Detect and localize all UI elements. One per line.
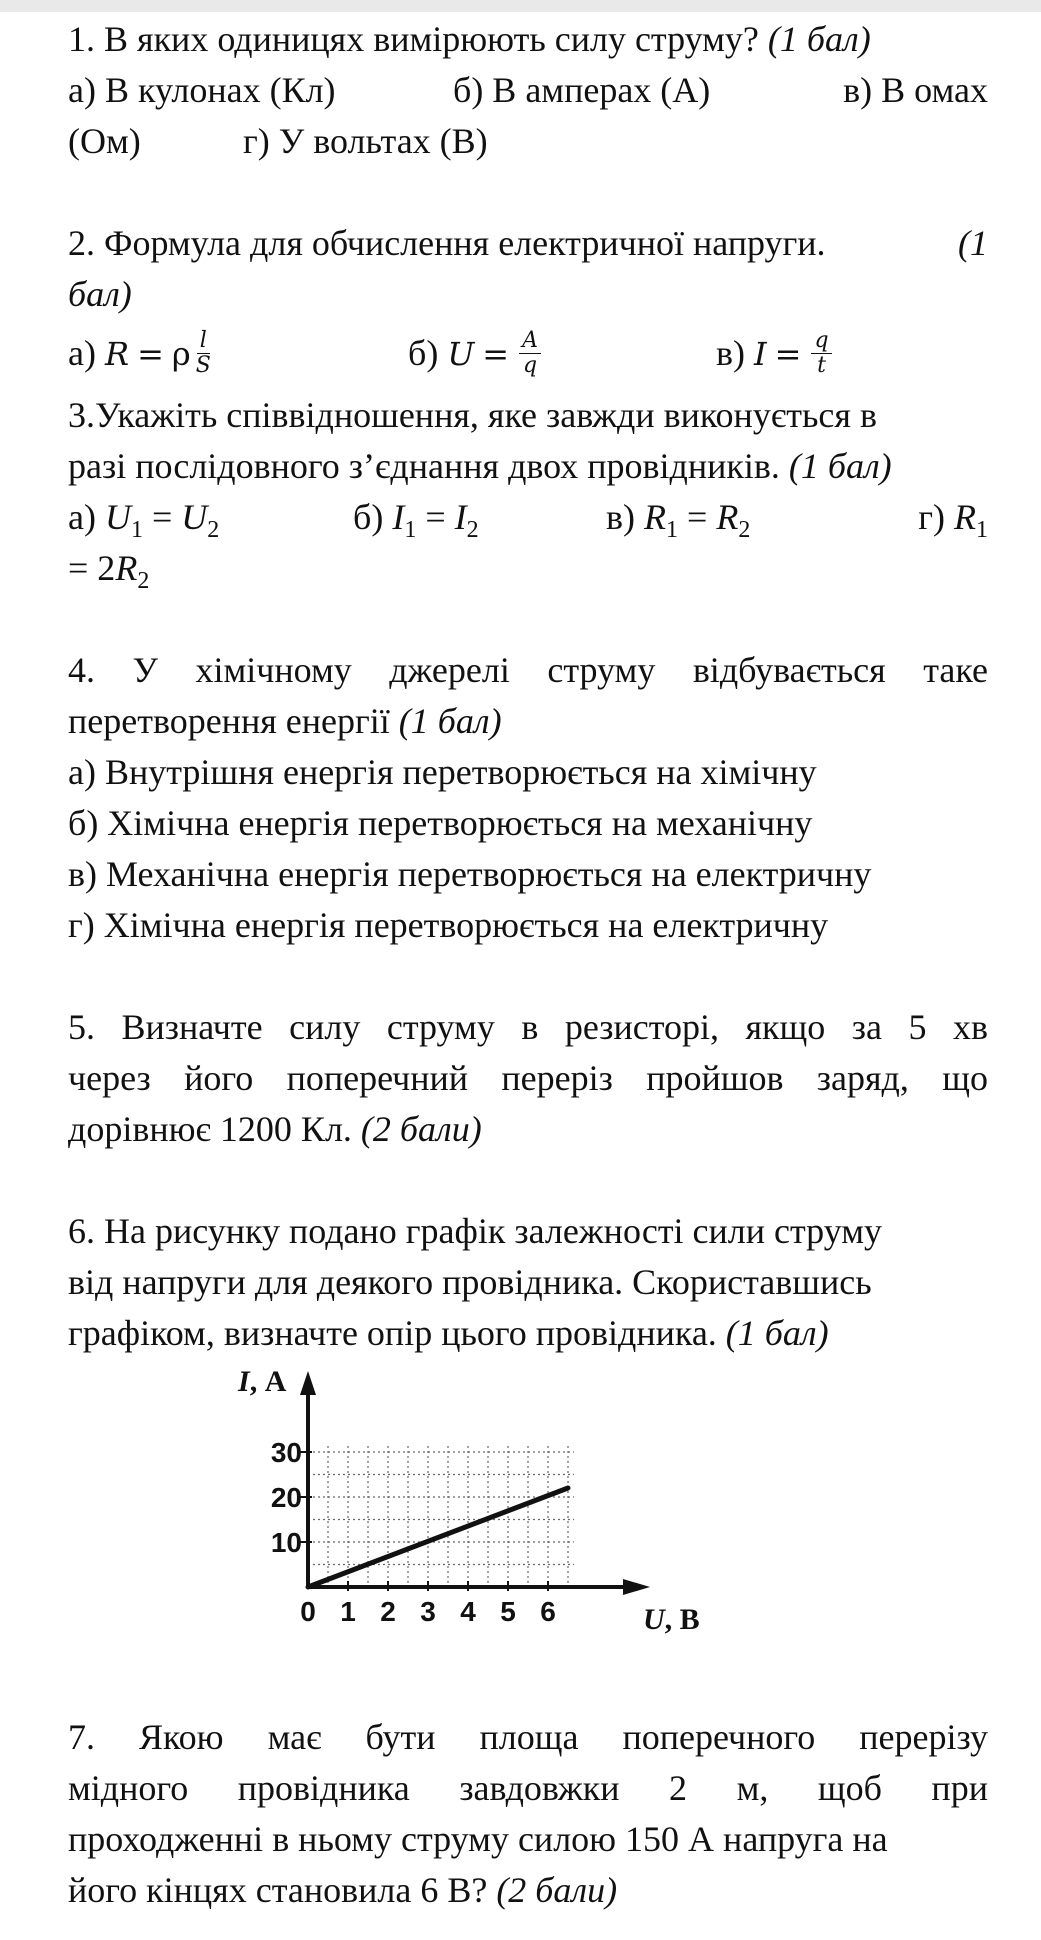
q2-b-den: q [522,352,538,378]
q5-word: хв [952,1007,988,1047]
q2-b-eq: = [482,335,510,374]
chart-grid [308,1446,574,1587]
q5-word: переріз [501,1058,613,1098]
chart-series [308,1488,568,1587]
q2-c-eq: = [774,335,802,374]
q7-word: 2 [669,1768,688,1808]
q5-question-line1 [68,1002,988,1053]
q2-a-den: S [195,352,211,378]
q7-word: бути [365,1717,436,1757]
q5-word: поперечний [286,1058,469,1098]
q7-word: провідника [237,1768,410,1808]
q7-word: має [267,1717,322,1757]
q7-question-line1 [68,1712,988,1763]
q4-option-d: г) Хімічна енергія перетворюється на електричну [68,905,829,945]
q2-b-label: б) [408,333,439,374]
q5-word: що [942,1058,988,1098]
q2-a-lhs: R [104,335,130,374]
q3-d-var2: R [115,548,138,588]
q5-word: пройшов [646,1058,784,1098]
current-voltage-chart [238,1365,788,1665]
q4-word: хімічному [195,650,352,690]
q2-a-rho: ρ [171,335,191,374]
q1-options-row1 [68,65,988,116]
q1-points: (1 бал) [767,19,871,59]
q3-a-eq: = [151,497,173,537]
q2-b-num: A [519,329,541,354]
q2-points-end: бал) [68,274,132,314]
q2-a-fraction [193,329,214,378]
q2-question [68,218,988,269]
q1-text: 1. В яких одиницях вимірюють силу струму? [68,19,759,59]
chart-y-label-var: I [238,1365,250,1398]
q3-points: (1 бал) [788,446,892,486]
q1-option-a: а) В кулонах (Кл) [68,70,336,110]
q3-a-label: а) [68,497,96,537]
q4-question-line1 [68,645,988,696]
q3-b-sub1: 1 [404,517,417,544]
q4-word: таке [923,650,988,690]
q7-word: 7. [68,1717,95,1757]
q5-question-line2 [68,1053,988,1104]
q1-question [68,14,988,65]
q4-option-c: в) Механічна енергія перетворюється на електричну [68,854,872,894]
q1-option-d: г) У вольтах (В) [243,121,488,161]
chart-x-label-unit: , В [664,1603,700,1636]
q5-word: якщо [745,1007,826,1047]
chart-y-label-unit: , А [249,1365,287,1398]
q4-word: струму [547,650,656,690]
q4-option-a: а) Внутрішня енергія перетворюється на хімічну [68,752,817,792]
q2-c-fraction [811,329,831,378]
q6-question-line1: 6. На рисунку подано графік залежності сили струму [68,1211,883,1251]
worksheet [68,14,988,1359]
q5-word: в [521,1007,539,1047]
y-axis-arrow [300,1371,316,1395]
y-tick-label: 10 [270,1527,302,1558]
q5-word: резисторі, [564,1007,719,1047]
q2-b-fraction [519,329,541,378]
q3-d-sub1: 1 [976,517,988,544]
q4-word: У [132,650,158,690]
q5-word: його [184,1058,254,1098]
q2-points-line [68,269,988,320]
q5-word: 5. [68,1007,95,1047]
q3-c-sub1: 1 [666,517,678,544]
q6-points: (1 бал) [725,1313,829,1353]
q2-c-lhs: I [754,335,767,374]
q2-text: 2. Формула для обчислення електричної напруги. [68,223,826,263]
q5-word: заряд, [816,1058,909,1098]
q3-option-a [68,492,219,543]
q4-question-line2 [68,696,988,747]
x-tick-label: 6 [540,1596,556,1627]
q7-question-line2 [68,1763,988,1814]
top-edge-bar [0,0,1041,12]
q5-word: через [68,1058,151,1098]
q1-option-c-unit: (Ом) [68,121,141,161]
q5-text: дорівнює 1200 Кл. [68,1109,352,1149]
chart-x-label [643,1603,700,1636]
q1-option-b: б) В амперах (А) [453,70,711,110]
q3-c-sub2: 2 [738,517,751,544]
q7-word: Якою [139,1717,224,1757]
q4-option-b: б) Хімічна енергія перетворюється на механічну [68,803,813,843]
q2-a-eq: = [137,335,164,374]
q3-option-c [606,492,750,543]
q5-points: (2 бали) [360,1109,482,1149]
q4-word: відбувається [692,650,886,690]
y-tick-label: 20 [270,1482,302,1513]
q7-word: перерізу [859,1717,988,1757]
x-axis-arrow [623,1579,650,1595]
q3-a-sub2: 2 [207,517,220,544]
q1-options-row2 [68,116,988,167]
chart-axes [300,1371,650,1595]
q5-question-line3 [68,1104,988,1155]
x-tick-label: 5 [500,1596,516,1627]
q7-word: площа [479,1717,579,1757]
q3-question-line2 [68,441,988,492]
q3-c-var1: R [644,497,666,537]
q2-option-b [408,328,543,381]
q7-question-line4 [68,1865,988,1916]
q2-options [68,320,988,390]
q2-points-start: (1 [958,223,988,263]
q3-b-label: б) [353,497,384,537]
worksheet-continued [68,1712,988,1916]
q3-a-var1: U [104,497,131,537]
chart-y-ticks [271,1437,312,1558]
q7-word: завдовжки [459,1768,620,1808]
q1-option-c: в) В омах [843,70,988,110]
q7-question-line3: проходженні в ньому струму силою 150 А напруга на [68,1819,888,1859]
series-line [308,1488,568,1587]
x-tick-label: 4 [460,1596,476,1627]
q7-word: при [931,1768,988,1808]
q2-c-den: t [817,352,826,378]
q3-c-label: в) [606,497,635,537]
q6-text: графіком, визначте опір цього провідника. [68,1313,717,1353]
x-tick-label: 0 [300,1596,316,1627]
q2-b-lhs: U [447,335,475,374]
q3-text: разі послідовного з’єднання двох провідників. [68,446,780,486]
q5-word: 5 [908,1007,927,1047]
q3-a-var2: U [181,497,208,537]
x-tick-label: 1 [340,1596,356,1627]
q3-b-var1: I [392,497,405,537]
q3-b-eq: = [425,497,446,537]
q3-options [68,492,988,543]
q2-a-label: а) [68,333,96,374]
q4-word: джерелі [389,650,510,690]
q7-word: щоб [817,1768,882,1808]
q6-question-line3 [68,1308,988,1359]
q3-d-rest: = 2 [68,548,116,588]
q2-a-num: l [197,329,210,354]
q3-d-label: г) [918,497,945,537]
q3-question-line1: 3.Укажіть співвідношення, яке завжди виконується в [68,395,877,435]
q2-option-c [716,328,834,381]
q3-option-d-continued [68,543,988,594]
q3-c-var2: R [716,497,739,537]
q6-question-line2: від напруги для деякого провідника. Скориставшись [68,1262,872,1302]
chart-y-label [237,1365,287,1398]
q3-c-eq: = [687,497,708,537]
q7-word: м, [736,1768,769,1808]
q2-option-a [68,328,216,381]
q3-a-sub1: 1 [130,517,143,544]
q5-word: струму [386,1007,495,1047]
q3-option-d [918,492,988,543]
q7-points: (2 бали) [496,1870,618,1910]
q4-word: 4. [68,650,95,690]
q4-points: (1 бал) [398,701,502,741]
q7-text: його кінцях становила 6 В? [68,1870,488,1910]
q3-d-sub2: 2 [137,568,150,595]
x-tick-label: 2 [380,1596,396,1627]
chart-x-label-var: U [643,1603,665,1636]
q5-word: за [851,1007,882,1047]
q3-b-sub2: 2 [466,517,479,544]
y-tick-label: 30 [270,1437,302,1468]
q2-c-num: q [811,329,831,354]
x-tick-label: 3 [420,1596,436,1627]
q2-c-label: в) [716,333,745,374]
q7-word: поперечного [622,1717,816,1757]
q5-word: Визначте [121,1007,263,1047]
q7-word: мідного [68,1768,189,1808]
q4-text: перетворення енергії [68,701,390,741]
q3-option-b [353,492,479,543]
q5-word: силу [289,1007,361,1047]
q3-d-var1: R [954,497,976,537]
q3-b-var2: I [454,497,467,537]
